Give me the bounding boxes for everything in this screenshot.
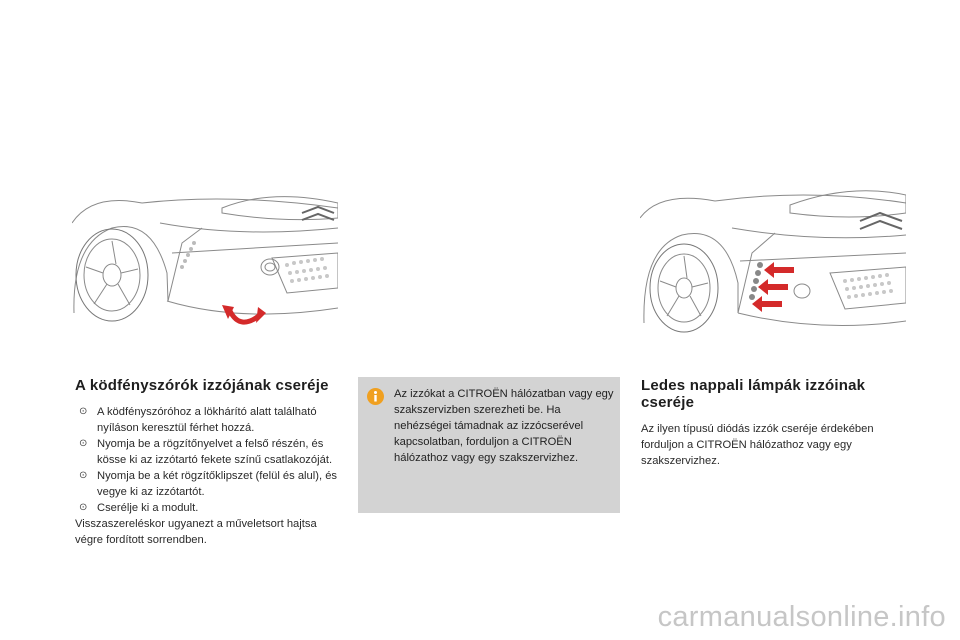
step-item: ⊙ Nyomja be a két rögzítőklipszet (felül és alul), és vegye ki az izzótartót. <box>79 470 338 498</box>
step-item: ⊙ Cserélje ki a modult. <box>79 502 199 514</box>
fog-light-illustration <box>72 183 338 335</box>
info-box <box>358 377 620 513</box>
reassembly-note: Visszaszereléskor ugyanezt a műveletsort hajtsa végre fordított sorrendben. <box>75 518 317 546</box>
fog-light-title: A ködfényszórók izzójának cseréje <box>75 377 329 394</box>
bullet-icon: ⊙ <box>79 438 88 449</box>
watermark: carmanualsonline.info <box>657 601 946 633</box>
step-item: ⊙ A ködfényszóróhoz a lökhárító alatt található nyíláson keresztül férhet hozzá. <box>79 406 317 434</box>
led-light-text: Az ilyen típusú diódás izzók cseréje érdekében forduljon a CITROËN hálózathoz vagy egy szakszervizhez. <box>641 423 874 467</box>
step-item: ⊙ Nyomja be a rögzítőnyelvet a felső részén, és kösse ki az izzótartó fekete színű csatlakozóját. <box>79 438 333 466</box>
led-light-illustration <box>640 183 906 343</box>
info-icon <box>367 388 384 405</box>
led-light-title: Ledes nappali lámpák izzóinak cseréje <box>641 377 866 411</box>
info-text: Az izzókat a CITROËN hálózatban vagy egy szakszervizben szerezheti be. Ha nehézségei támadnak az izzócserével kapcsolatban, forduljon a CITROËN hálózathoz vagy egy szakszervizhez. <box>394 388 614 464</box>
bullet-icon: ⊙ <box>79 406 88 417</box>
led-light-section <box>641 377 916 469</box>
fog-light-section <box>75 377 340 548</box>
fog-light-steps <box>75 404 340 516</box>
bullet-icon: ⊙ <box>79 470 88 481</box>
bullet-icon: ⊙ <box>79 502 88 513</box>
